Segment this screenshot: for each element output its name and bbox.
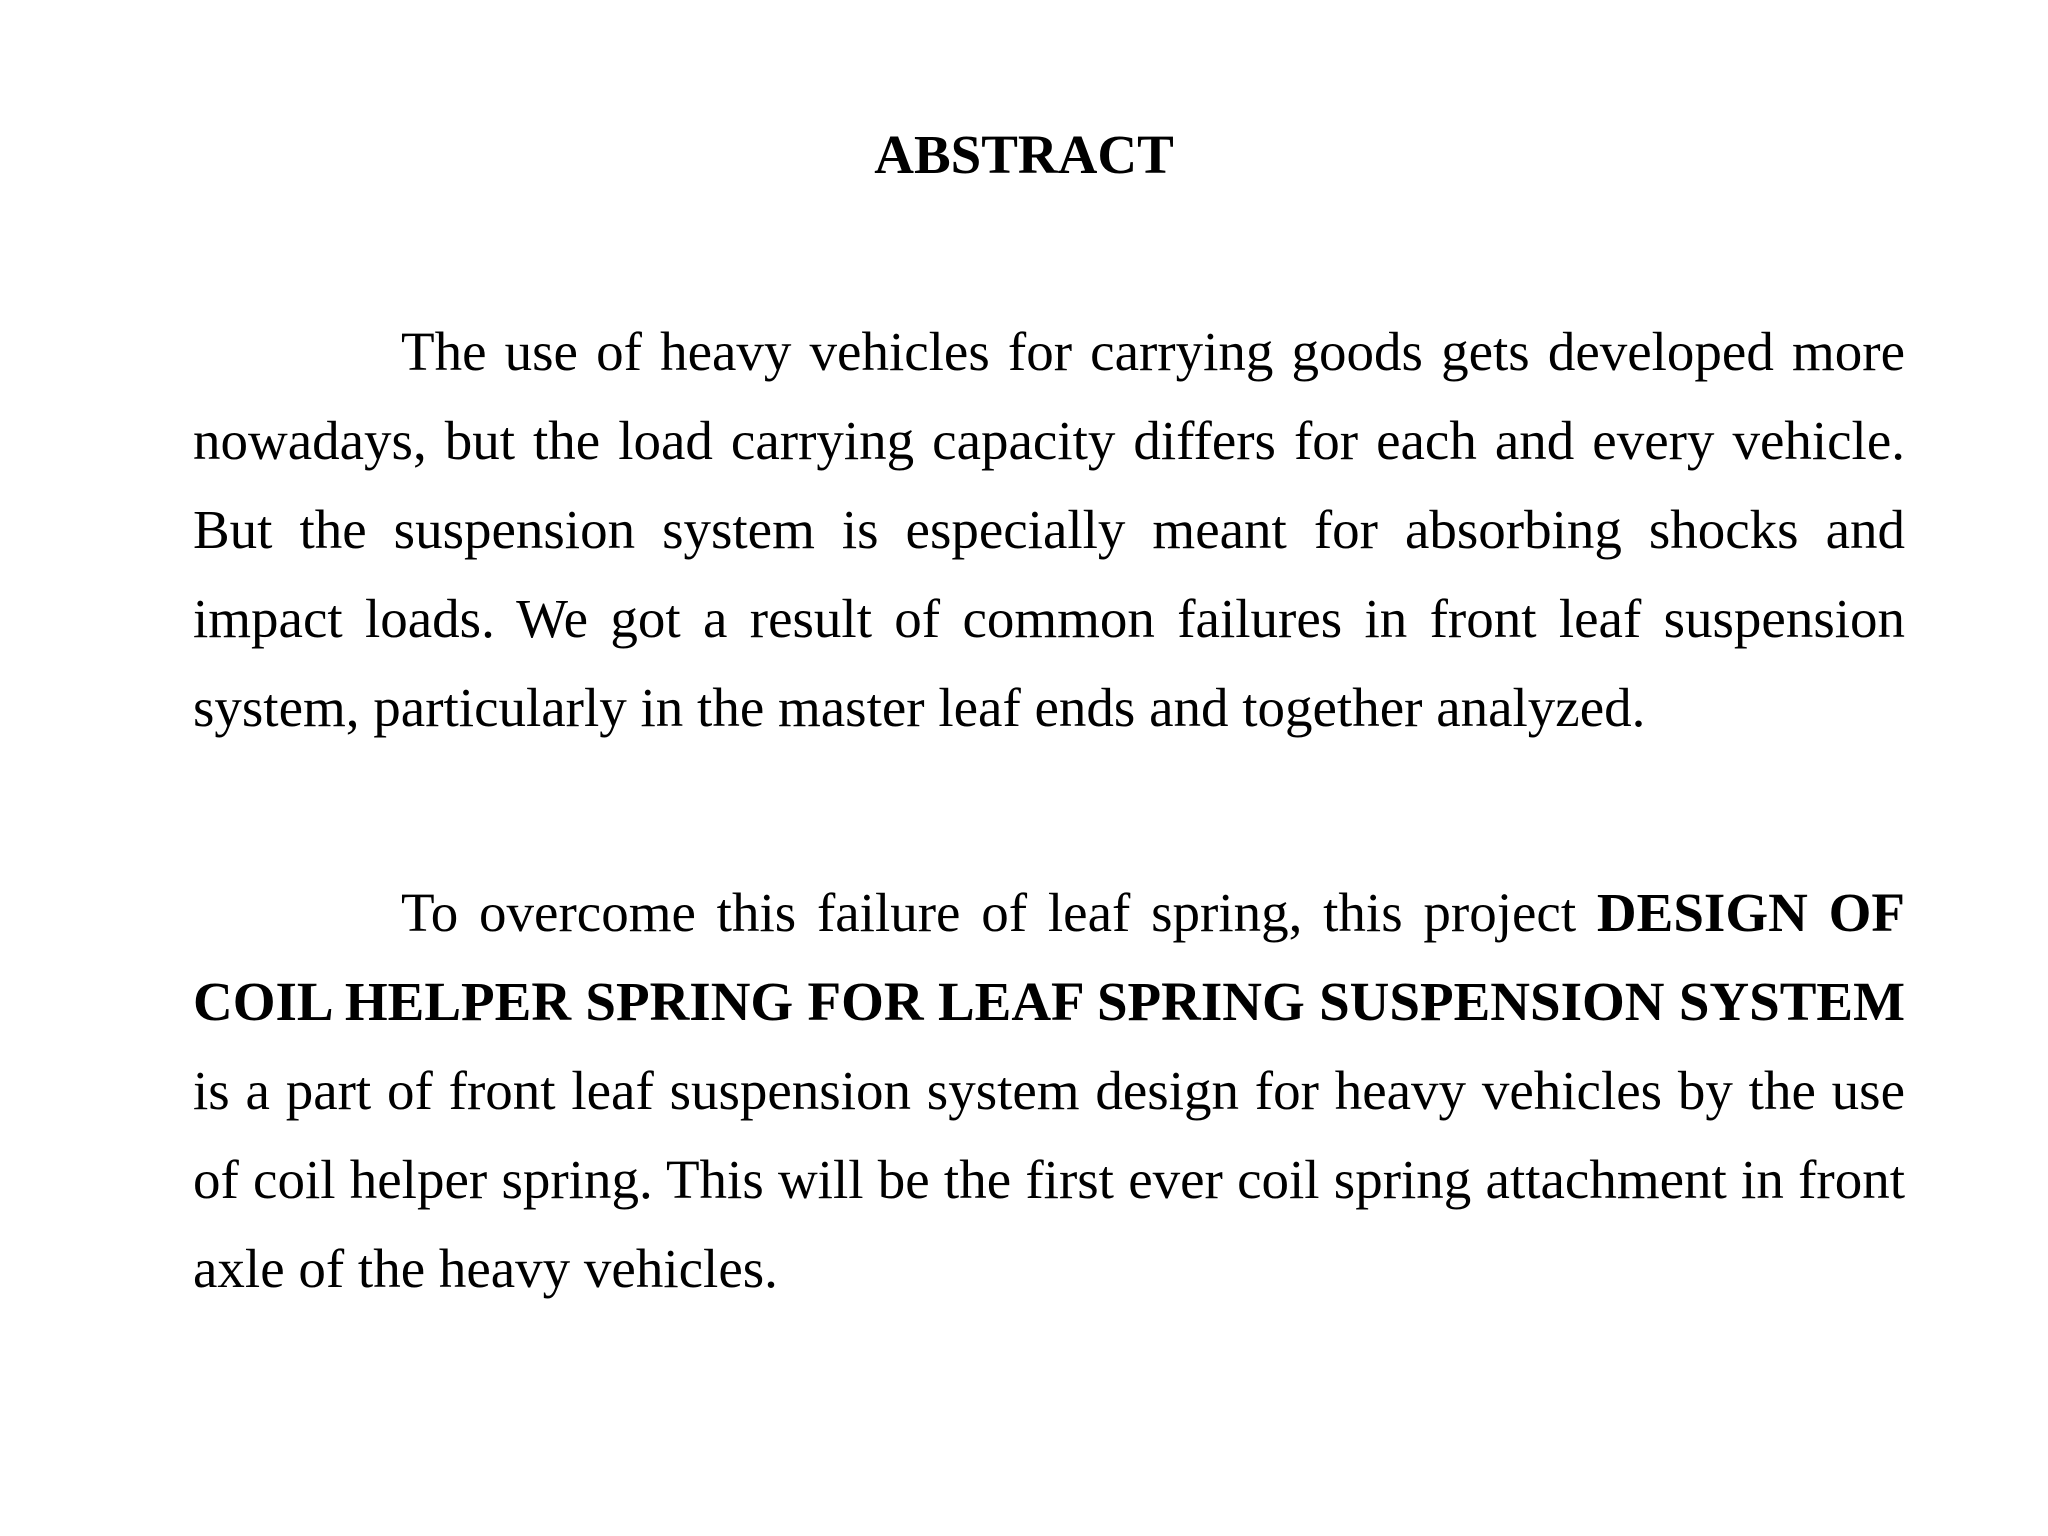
paragraph-2-intro-text: To overcome this failure of leaf spring, this project [401,882,1597,943]
paragraph-2-closing-text: is a part of front leaf suspension system design for heavy vehicles by the use of coil helper spring. This will be the first ever coil spring attachment in front axle of the heavy vehicles. [193,1060,1905,1299]
abstract-heading: ABSTRACT [874,124,1174,185]
abstract-paragraph-2 [193,868,1905,1313]
project-title-text: DESIGN OF COIL HELPER SPRING FOR LEAF SPRING SUSPENSION SYSTEM [193,882,1905,1032]
abstract-paragraph-1: The use of heavy vehicles for carrying goods gets developed more nowadays, but the load carrying capacity differs for each and every vehicle. But the suspension system is especially meant for absorbing shocks and impact loads. We got a result of common failures in front leaf suspension system, particularly in the master leaf ends and together analyzed. [193,321,1905,738]
